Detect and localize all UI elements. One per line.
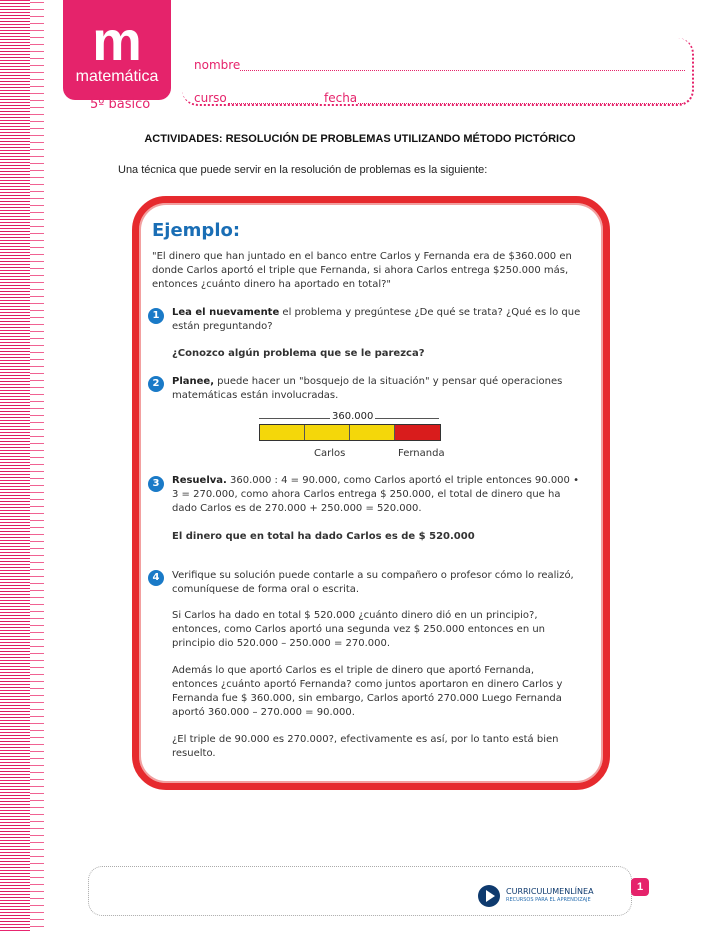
- example-heading: Ejemplo:: [152, 220, 241, 241]
- step-3-extra: El dinero que en total ha dado Carlos es de $ 520.000: [172, 531, 475, 542]
- step-3-body: 360.000 : 4 = 90.000, como Carlos aportó el triple entonces 90.000 • 3 = 270.000, como ahora Carlos entrega $ 250.000, el total de dinero que ha dado Carlos es de 270.000 + 250.000 = 520.000.: [172, 475, 579, 514]
- date-field[interactable]: [358, 103, 685, 104]
- step-4-badge: 4: [148, 570, 164, 586]
- step-2-lead: Planee,: [172, 376, 214, 387]
- fernanda-part-1: [395, 425, 440, 440]
- curriculum-logo: [478, 884, 606, 908]
- step-2-text: [172, 375, 582, 403]
- student-info-box: [182, 38, 694, 106]
- name-label: nombre: [194, 58, 241, 72]
- carlos-label: Carlos: [314, 448, 346, 459]
- intro-text: Una técnica que puede servir en la resolución de problemas es la siguiente:: [118, 164, 488, 176]
- step-1-text: [172, 306, 582, 334]
- logo-letter: m: [92, 9, 142, 72]
- step-1-extra: ¿Conozco algún problema que se le parezca?: [172, 348, 425, 359]
- problem-text: "El dinero que han juntado en el banco entre Carlos y Fernanda era de $360.000 en donde Carlos aportó el triple que Fernanda, si ahora Carlos entrega $250.000 más, entonces ¿cuánto dinero ha aportado en total?": [152, 251, 572, 290]
- step-1-lead: Lea el nuevamente: [172, 307, 280, 318]
- logo-word: matemática: [75, 68, 159, 85]
- step-2-badge: 2: [148, 376, 164, 392]
- step-4-paragraph-2: Además lo que aportó Carlos es el triple de dinero que aportó Fernanda, entonces ¿cuánto aportó Fernanda? como juntos aportaron en dinero Carlos y Fernanda fue $ 360.000, sin embargo, Carlos aportó 270.000 Luego Fernanda aportó 360.000 – 270.000 = 90.000.: [172, 665, 563, 718]
- curriculum-subtitle: RECURSOS PARA EL APRENDIZAJE: [506, 897, 591, 903]
- page-title: ACTIVIDADES: RESOLUCIÓN DE PROBLEMAS UTILIZANDO MÉTODO PICTÓRICO: [144, 133, 576, 145]
- carlos-part-2: [305, 425, 350, 440]
- date-label: fecha: [324, 91, 358, 105]
- step-1-body: el problema y pregúntese ¿De qué se trata? ¿Qué es lo que están preguntando?: [172, 307, 581, 332]
- fernanda-label: Fernanda: [398, 448, 445, 459]
- page-number: 1: [631, 878, 649, 896]
- curriculum-name: CURRICULUMENLÍNEA: [506, 887, 594, 896]
- subject-logo: [63, 0, 171, 100]
- step-1-badge: 1: [148, 308, 164, 324]
- curriculum-logo-icon: [478, 885, 500, 907]
- course-label: curso: [194, 91, 227, 105]
- step-3-lead: Resuelva.: [172, 475, 227, 486]
- step-4-paragraph-1: Si Carlos ha dado en total $ 520.000 ¿cuánto dinero dió en un principio?, entonces, como Carlos aportó una segunda vez $ 250.000 entonces en un principio dio 520.000 – 250.000 = 270.000.: [172, 610, 546, 649]
- pictorial-bar: [259, 424, 441, 441]
- carlos-part-3: [350, 425, 395, 440]
- total-label: 360.000: [332, 411, 374, 422]
- course-field[interactable]: [228, 103, 318, 104]
- step-4-paragraph-3: ¿El triple de 90.000 es 270.000?, efectivamente es así, por lo tanto está bien resuelto.: [172, 734, 559, 759]
- step-2-body: puede hacer un "bosquejo de la situación" y pensar qué operaciones matemáticas están involucradas.: [172, 376, 563, 401]
- name-field[interactable]: [240, 70, 685, 71]
- carlos-part-1: [260, 425, 305, 440]
- step-3-badge: 3: [148, 476, 164, 492]
- step-3-text: [172, 474, 582, 516]
- step-4-text: Verifique su solución puede contarle a su compañero o profesor cómo lo realizó, comuníquese de forma oral o escrita.: [172, 570, 574, 595]
- grade-label: 5º básico: [90, 97, 151, 112]
